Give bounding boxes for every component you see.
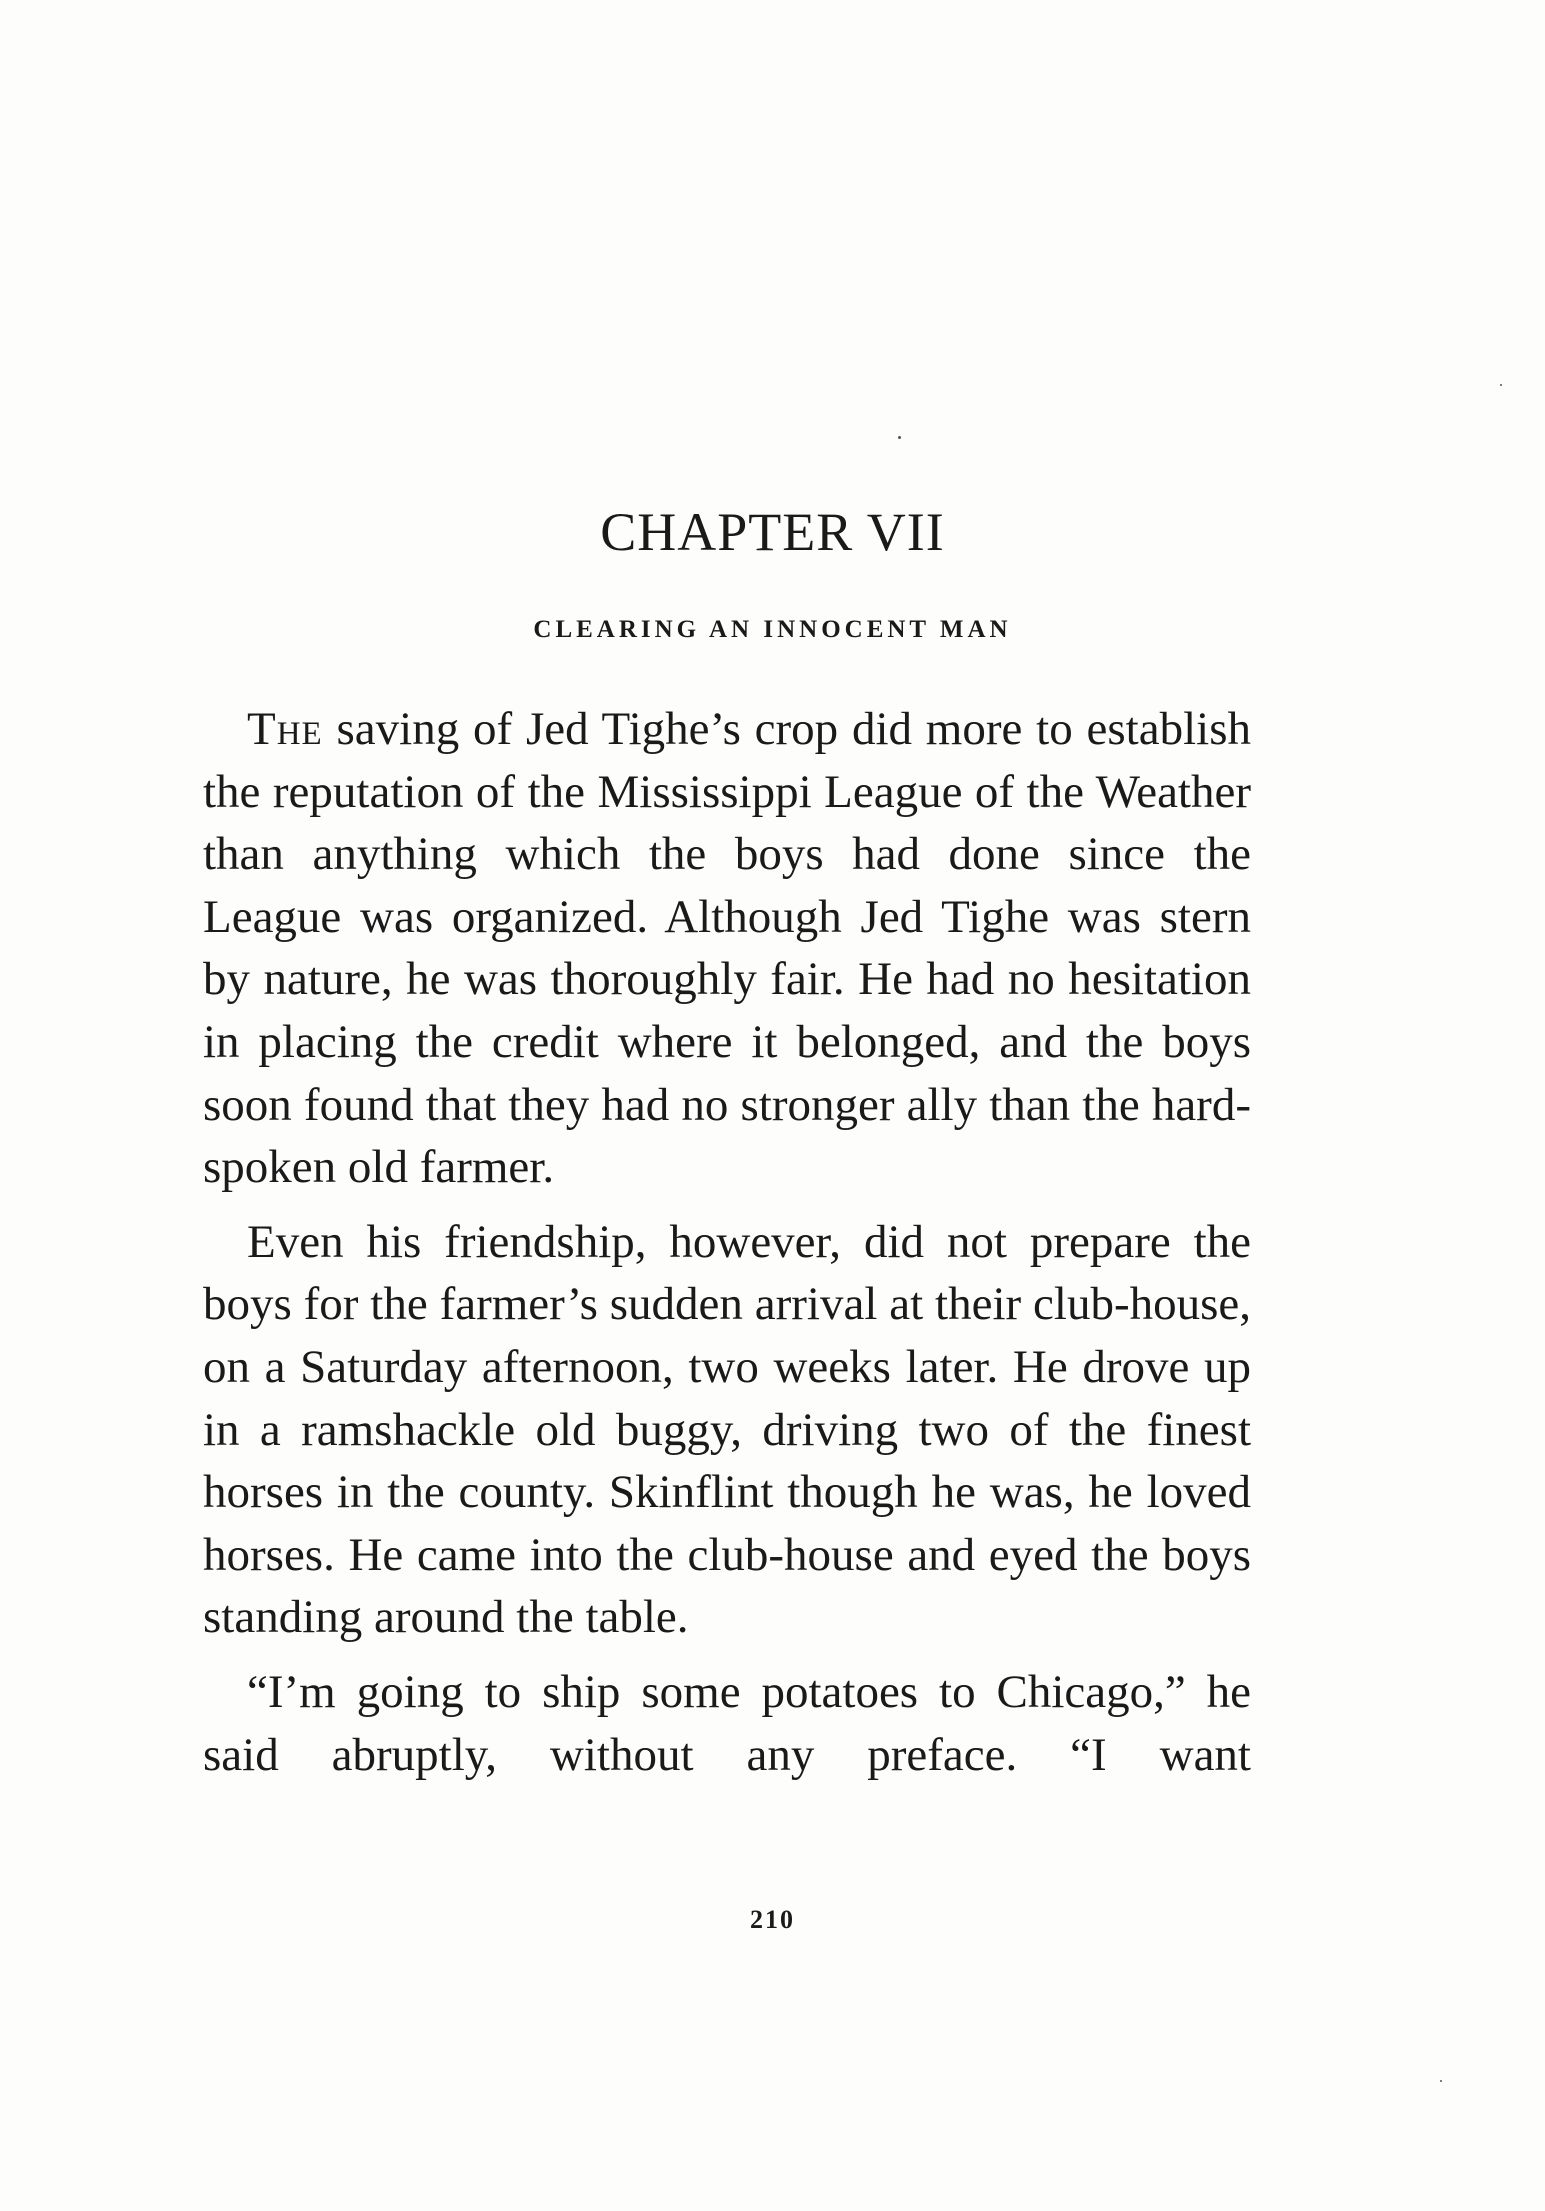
- paragraph-lead: The: [247, 703, 323, 755]
- paragraph-3: “I’m going to ship some potatoes to Chicago,” he said abruptly, without any preface. “I want: [203, 1665, 1251, 1781]
- paragraph-1: [203, 698, 1251, 1199]
- paragraph-text: saving of Jed Tighe’s crop did more to establish the reputation of the Mississippi League of the Weather than anything which the boys had done since the League was organized. Although Jed Tighe was stern by nature, he was thoroughly fair. He had no hesitation in placing the credit where it belonged, and the boys soon found that they had no stronger ally than the hard-spoken old farmer.: [203, 703, 1251, 1194]
- chapter-subtitle: CLEARING AN INNOCENT MAN: [533, 616, 1012, 643]
- page-speck: [898, 436, 901, 439]
- page-speck: [1500, 384, 1502, 386]
- paragraph-2: Even his friendship, however, did not prepare the boys for the farmer’s sudden arrival at their club-house, on a Saturday afternoon, two weeks later. He drove up in a ramshackle old buggy, driving two of the finest horses in the county. Skinflint though he was, he loved horses. He came into the club-house and eyed the boys standing around the table.: [203, 1215, 1251, 1644]
- page-speck: [1440, 2080, 1442, 2082]
- page-number: 210: [750, 1905, 795, 1934]
- chapter-body: [203, 698, 1251, 1786]
- chapter-title: CHAPTER VII: [600, 502, 945, 562]
